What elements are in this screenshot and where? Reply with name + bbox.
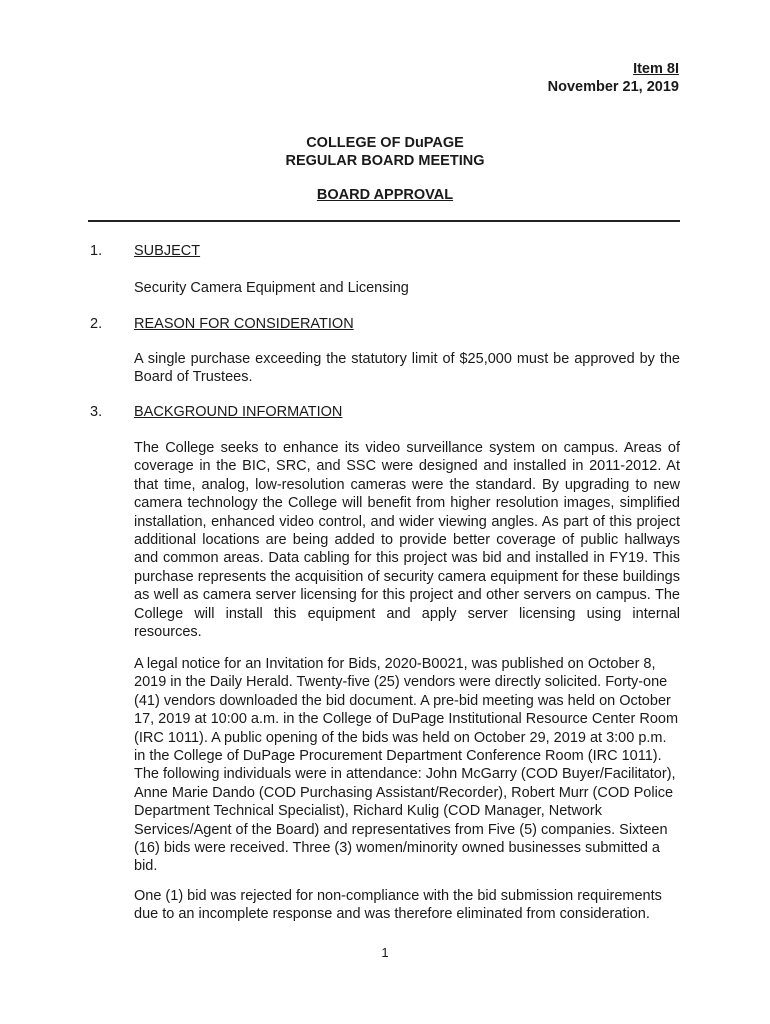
college-name: COLLEGE OF DuPAGE	[306, 135, 464, 151]
header-divider	[88, 220, 680, 222]
approval-heading: BOARD APPROVAL	[316, 187, 454, 203]
section-2-number: 2.	[90, 316, 103, 332]
meeting-date: November 21, 2019	[547, 79, 679, 95]
agenda-item-label: Item 8I	[633, 61, 679, 77]
section-3-paragraph-1: The College seeks to enhance its video surveillance system on campus. Areas of coverage in the BIC, SRC, and SSC were designed and installed in 2011-2012. At that time, analog, low-resolution cameras were the standard. By upgrading to new camera technology the College will benefit from higher resolution images, simplified installation, enhanced video control, and wider viewing angles. As part of this project additional locations are being added to provide better coverage of public hallways and common areas. Data cabling for this project was bid and installed in FY19. This purchase represents the acquisition of security camera equipment for these buildings as well as camera server licensing for this project and other servers on campus. The College will install this equipment and apply server licensing using internal resources.	[134, 440, 680, 641]
section-2-text: A single purchase exceeding the statutory limit of $25,000 must be approved by the Board of Trustees.	[134, 351, 680, 386]
section-3-number: 3.	[90, 404, 103, 420]
section-3-heading: BACKGROUND INFORMATION	[134, 404, 343, 420]
title-block	[0, 134, 770, 170]
section-1-number: 1.	[90, 243, 103, 259]
header-block	[548, 60, 679, 96]
section-3-paragraph-2: A legal notice for an Invitation for Bids, 2020-B0021, was published on October 8, 2019 in the Daily Herald. Twenty-five (25) vendors were directly solicited. Forty-one (41) vendors downloaded the bid document. A pre-bid meeting was held on October 17, 2019 at 10:00 a.m. in the College of DuPage Institutional Resource Center Room (IRC 1011). A public opening of the bids was held on October 29, 2019 at 3:00 p.m. in the College of DuPage Procurement Department Conference Room (IRC 1011). The following individuals were in attendance: John McGarry (COD Buyer/Facilitator), Anne Marie Dando (COD Purchasing Assistant/Recorder), Robert Murr (COD Police Department Technical Specialist), Richard Kulig (COD Manager, Network Services/Agent of the Board) and representatives from Five (5) companies. Sixteen (16) bids were received. Three (3) women/minority owned businesses submitted a bid.	[134, 656, 679, 875]
meeting-type: REGULAR BOARD MEETING	[285, 153, 485, 169]
section-2-heading: REASON FOR CONSIDERATION	[134, 316, 354, 332]
section-1-heading: SUBJECT	[134, 243, 201, 259]
section-3-paragraph-3: One (1) bid was rejected for non-compliance with the bid submission requirements due to an incomplete response and was therefore eliminated from consideration.	[134, 888, 662, 923]
section-1-text: Security Camera Equipment and Licensing	[134, 280, 409, 296]
page-number: 1	[381, 945, 389, 960]
